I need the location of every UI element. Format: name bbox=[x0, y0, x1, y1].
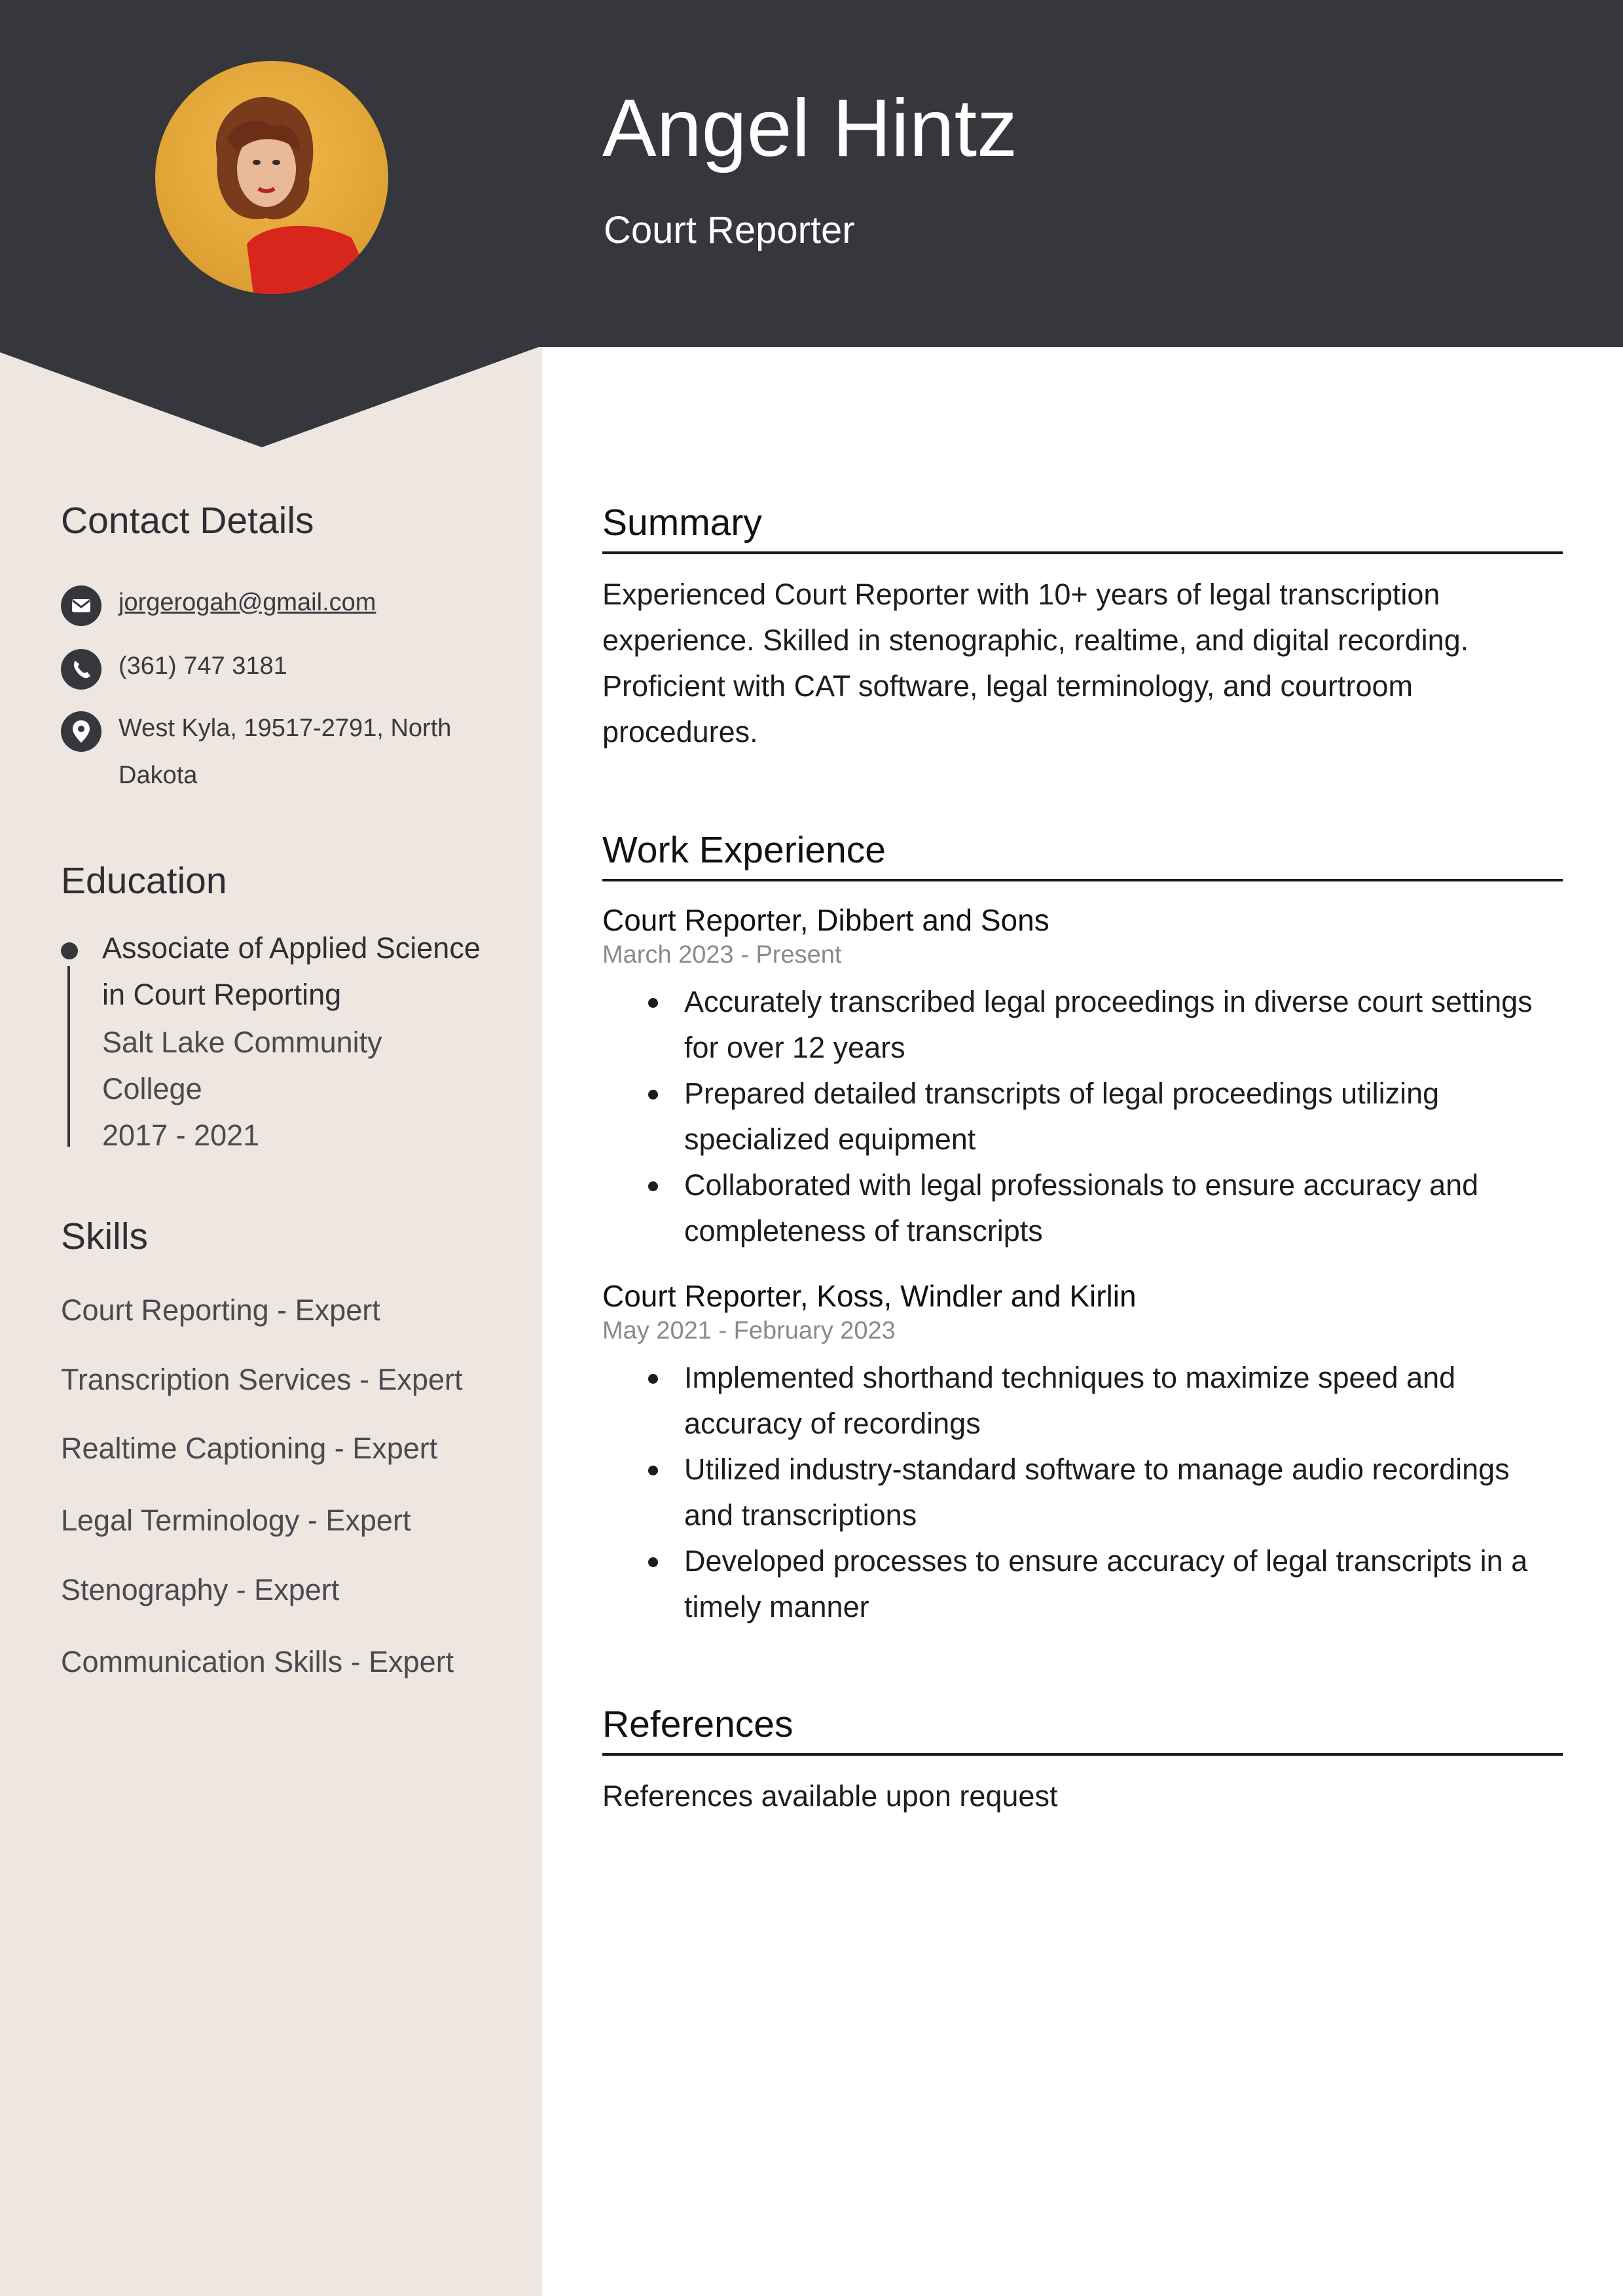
job-dates: May 2021 - February 2023 bbox=[602, 1317, 896, 1344]
skill-item: Legal Terminology - Expert bbox=[61, 1504, 411, 1537]
job-bullets bbox=[602, 979, 1563, 1254]
references-text: References available upon request bbox=[602, 1779, 1058, 1813]
summary-line: Proficient with CAT software, legal terminology, and courtroom bbox=[602, 669, 1413, 703]
summary-line: experience. Skilled in stenographic, realtime, and digital recording. bbox=[602, 623, 1469, 657]
skills-heading: Skills bbox=[61, 1215, 149, 1257]
job-bullet: Accurately transcribed legal proceedings in diverse court settings for over 12 years bbox=[602, 979, 1563, 1071]
skill-item: Stenography - Expert bbox=[61, 1573, 340, 1606]
school-line-1: Salt Lake Community bbox=[102, 1026, 382, 1059]
skill-item: Communication Skills - Expert bbox=[61, 1645, 454, 1678]
job-dates: March 2023 - Present bbox=[602, 941, 842, 969]
summary-heading: Summary bbox=[602, 496, 1563, 554]
job-bullets bbox=[602, 1355, 1563, 1630]
school-line-2: College bbox=[102, 1072, 202, 1105]
job-bullet: Implemented shorthand techniques to maximize speed and accuracy of recordings bbox=[602, 1355, 1563, 1447]
location-pin-icon bbox=[61, 711, 101, 752]
education-school bbox=[102, 1019, 508, 1112]
education-heading: Education bbox=[61, 860, 227, 902]
phone-icon bbox=[61, 649, 101, 690]
envelope-icon bbox=[61, 585, 101, 626]
header-chevron bbox=[0, 346, 542, 447]
address-line-1: West Kyla, 19517-2791, North bbox=[119, 714, 452, 742]
degree-line-1: Associate of Applied Science bbox=[102, 931, 481, 965]
job-title: Court Reporter, Dibbert and Sons bbox=[602, 903, 1049, 937]
phone-number: (361) 747 3181 bbox=[119, 652, 287, 680]
timeline-line bbox=[67, 966, 70, 1147]
summary-line: procedures. bbox=[602, 715, 758, 749]
email-link[interactable]: jorgerogah@gmail.com bbox=[119, 589, 376, 616]
references-heading: References bbox=[602, 1698, 1563, 1756]
job-bullet: Prepared detailed transcripts of legal proceedings utilizing specialized equipment bbox=[602, 1071, 1563, 1162]
job-bullet: Developed processes to ensure accuracy of legal transcripts in a timely manner bbox=[602, 1538, 1563, 1630]
education-degree bbox=[102, 925, 508, 1018]
timeline-dot bbox=[61, 942, 78, 959]
degree-line-2: in Court Reporting bbox=[102, 978, 342, 1011]
skill-item: Transcription Services - Expert bbox=[61, 1363, 463, 1396]
contact-heading: Contact Details bbox=[61, 500, 314, 542]
job-bullet: Utilized industry-standard software to manage audio recordings and transcriptions bbox=[602, 1447, 1563, 1538]
job-title: Court Reporter, Koss, Windler and Kirlin bbox=[602, 1279, 1137, 1313]
skill-item: Realtime Captioning - Expert bbox=[61, 1432, 438, 1465]
skill-item: Court Reporting - Expert bbox=[61, 1293, 380, 1327]
summary-text bbox=[602, 572, 1563, 755]
job-bullet: Collaborated with legal professionals to ensure accuracy and completeness of transcripts bbox=[602, 1162, 1563, 1254]
candidate-name: Angel Hintz bbox=[602, 83, 1018, 174]
address bbox=[119, 705, 524, 799]
education-years: 2017 - 2021 bbox=[102, 1119, 260, 1152]
candidate-title: Court Reporter bbox=[604, 209, 855, 251]
summary-line: Experienced Court Reporter with 10+ years of legal transcription bbox=[602, 578, 1440, 611]
profile-photo bbox=[155, 61, 388, 294]
address-line-2: Dakota bbox=[119, 762, 198, 789]
work-heading: Work Experience bbox=[602, 824, 1563, 881]
